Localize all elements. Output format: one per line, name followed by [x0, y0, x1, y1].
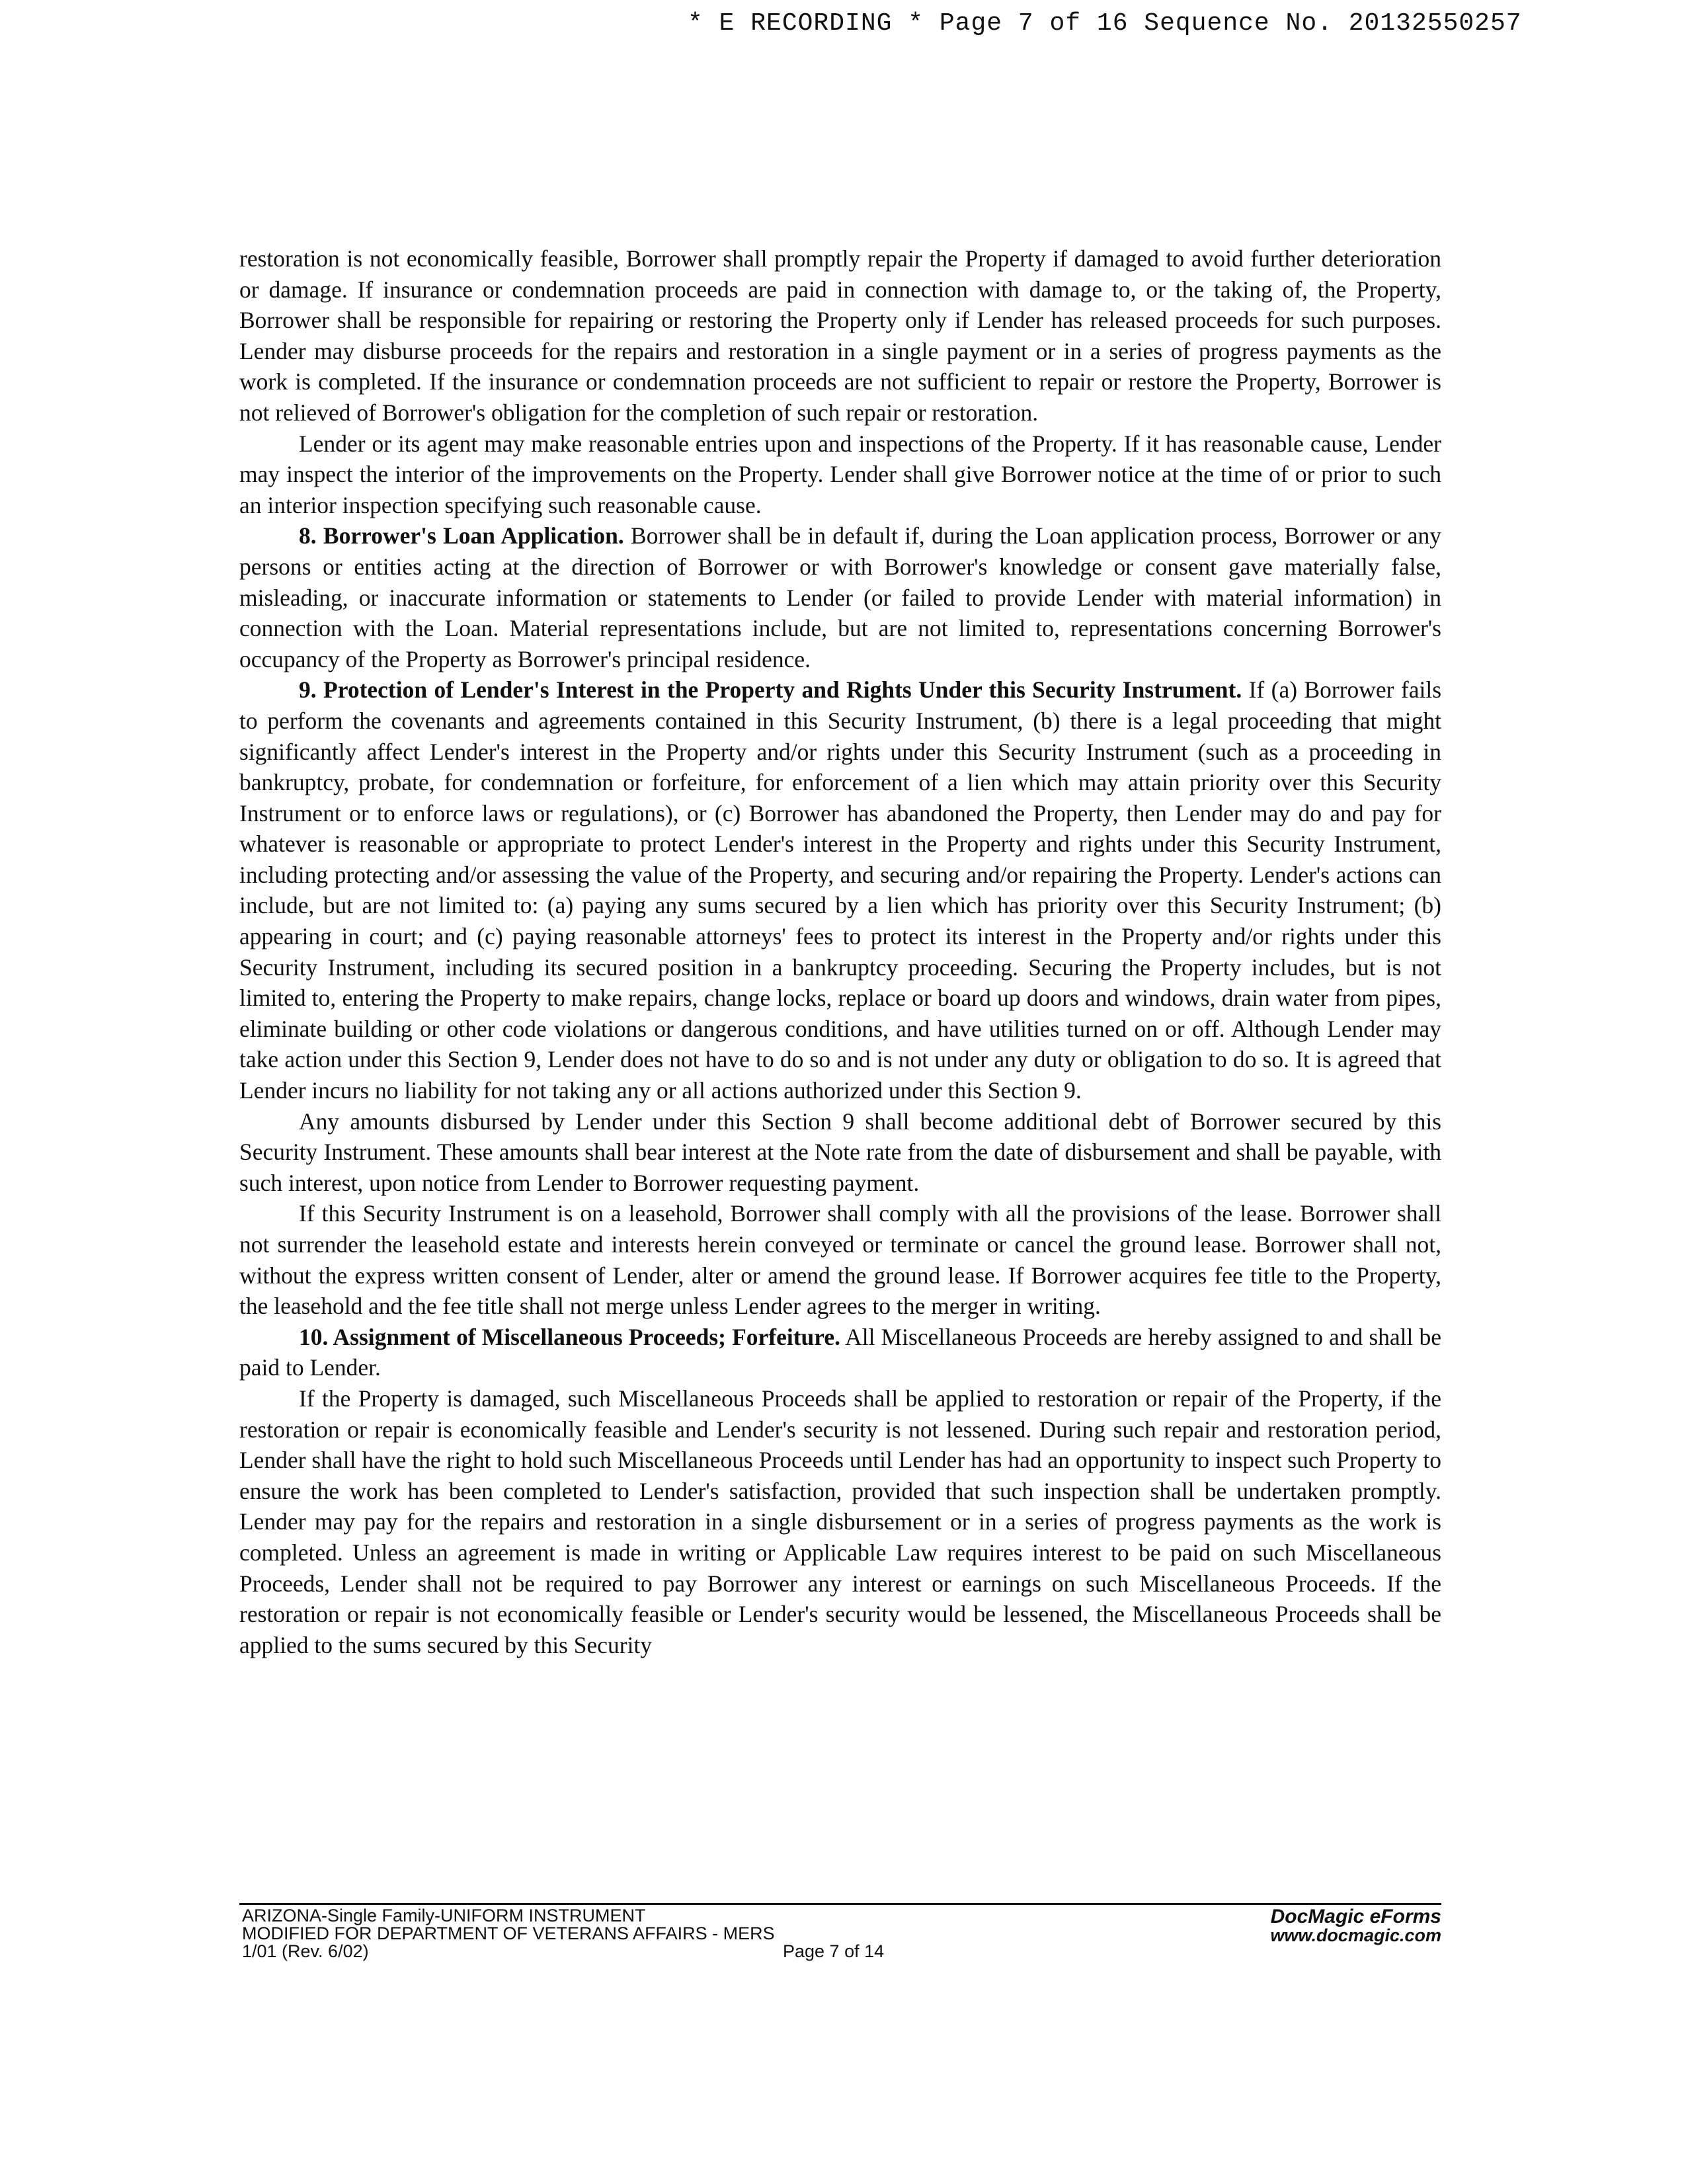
section-8-loan-application — [239, 520, 1441, 674]
footer-divider — [239, 1903, 1441, 1905]
section-9-heading: 9. Protection of Lender's Interest in the Property and Rights Under this Security Instrument. — [299, 676, 1242, 704]
section-9-protection — [239, 674, 1441, 1106]
footer-brand-block — [1230, 1907, 1441, 1945]
section-10-heading: 10. Assignment of Miscellaneous Proceeds; Forfeiture. — [299, 1323, 841, 1350]
document-body — [239, 243, 1441, 1660]
section-8-text: Borrower shall be in default if, during the Loan application process, Borrower or any persons or entities acting at the direction of Borrower or with Borrower's knowledge or consent gave materially false, misleading, or inaccurate information or statements to Lender (or failed to provide Lender with material information) in connection with the Loan. Material representations include, but are not limited to, representations concerning Borrower's occupancy of the Property as Borrower's principal residence. — [239, 522, 1441, 672]
section-10-assignment — [239, 1322, 1441, 1383]
footer-page-number: Page 7 of 14 — [783, 1941, 885, 1961]
paragraph-restoration-continued: restoration is not economically feasible, Borrower shall promptly repair the Property if damaged to avoid further deterioration or damage. If insurance or condemnation proceeds are paid in connection with damage to, or the taking of, the Property, Borrower shall be responsible for repairing or restoring the Property only if Lender has released proceeds for such purposes. Lender may disburse proceeds for the repairs and restoration in a single payment or in a series of progress payments as the work is completed. If the insurance or condemnation proceeds are not sufficient to repair or restore the Property, Borrower is not relieved of Borrower's obligation for the completion of such repair or restoration. — [239, 245, 1441, 426]
paragraph-leasehold: If this Security Instrument is on a leasehold, Borrower shall comply with all the provisions of the lease. Borrower shall not surrender the leasehold estate and interests herein conveyed or terminate or cancel the ground lease. Borrower shall not, without the express written consent of Lender, alter or amend the ground lease. If Borrower acquires fee title to the Property, the leasehold and the fee title shall not merge unless Lender agrees to the merger in writing. — [239, 1200, 1441, 1320]
paragraph-inspection: Lender or its agent may make reasonable entries upon and inspections of the Property. If it has reasonable cause, Lender may inspect the interior of the improvements on the Property. Lender shall give Borrower notice at the time of or prior to such an interior inspection specifying such reasonable cause. — [239, 430, 1441, 518]
docmagic-logo: DocMagic eForms — [1270, 1906, 1441, 1927]
section-10-text: All Miscellaneous Proceeds are hereby assigned to and shall be paid to Lender. — [239, 1323, 1441, 1381]
footer-line-3: 1/01 (Rev. 6/02) — [242, 1941, 369, 1961]
section-8-heading: 8. Borrower's Loan Application. — [299, 522, 624, 549]
footer-line-2: MODIFIED FOR DEPARTMENT OF VETERANS AFFAIRS - MERS — [242, 1923, 775, 1943]
section-9-text: If (a) Borrower fails to perform the covenants and agreements contained in this Security Instrument, (b) there is a legal proceeding that might significantly affect Lender's interest in the Property and/or rights under this Security Instrument (such as a proceeding in bankruptcy, probate, for condemnation or forfeiture, for enforcement of a lien which may attain priority over this Security Instrument or to enforce laws or regulations), or (c) Borrower has abandoned the Property, then Lender may do and pay for whatever is reasonable or appropriate to protect Lender's interest in the Property and rights under this Security Instrument, including protecting and/or assessing the value of the Property, and securing and/or repairing the Property. Lender's actions can include, but are not limited to: (a) paying any sums secured by a lien which has priority over this Security Instrument; (b) appearing in court; and (c) paying reasonable attorneys' fees to protect its interest in the Property and/or rights under this Security Instrument, including its secured position in a bankruptcy proceeding. Securing the Property includes, but is not limited to, entering the Property to make repairs, change locks, replace or board up doors and windows, drain water from pipes, eliminate building or other code violations or dangerous conditions, and have utilities turned on or off. Although Lender may take action under this Section 9, Lender does not have to do so and is not under any duty or obligation to do so. It is agreed that Lender incurs no liability for not taking any or all actions authorized under this Section 9. — [239, 676, 1442, 1104]
recording-header: * E RECORDING * Page 7 of 16 Sequence No. 20132550257 — [688, 9, 1522, 38]
footer-line-1: ARIZONA-Single Family-UNIFORM INSTRUMENT — [242, 1906, 646, 1925]
footer-form-info — [242, 1907, 775, 1961]
docmagic-website: www.docmagic.com — [1270, 1925, 1441, 1945]
paragraph-property-damaged: If the Property is damaged, such Miscellaneous Proceeds shall be applied to restoration or repair of the Property, if the restoration or repair is economically feasible and Lender's security is not lessened. During such repair and restoration period, Lender shall have the right to hold such Miscellaneous Proceeds until Lender has had an opportunity to inspect such Property to ensure the work has been completed to Lender's satisfaction, provided that such inspection shall be undertaken promptly. Lender may pay for the repairs and restoration in a single disbursement or in a series of progress payments as the work is completed. Unless an agreement is made in writing or Applicable Law requires interest to be paid on such Miscellaneous Proceeds, Lender shall not be required to pay Borrower any interest or earnings on such Miscellaneous Proceeds. If the restoration or repair is not economically feasible or Lender's security would be lessened, the Miscellaneous Proceeds shall be applied to the sums secured by this Security — [239, 1385, 1441, 1658]
paragraph-disbursed-amounts: Any amounts disbursed by Lender under this Section 9 shall become additional debt of Borrower secured by this Security Instrument. These amounts shall bear interest at the Note rate from the date of disbursement and shall be payable, with such interest, upon notice from Lender to Borrower requesting payment. — [239, 1108, 1441, 1196]
